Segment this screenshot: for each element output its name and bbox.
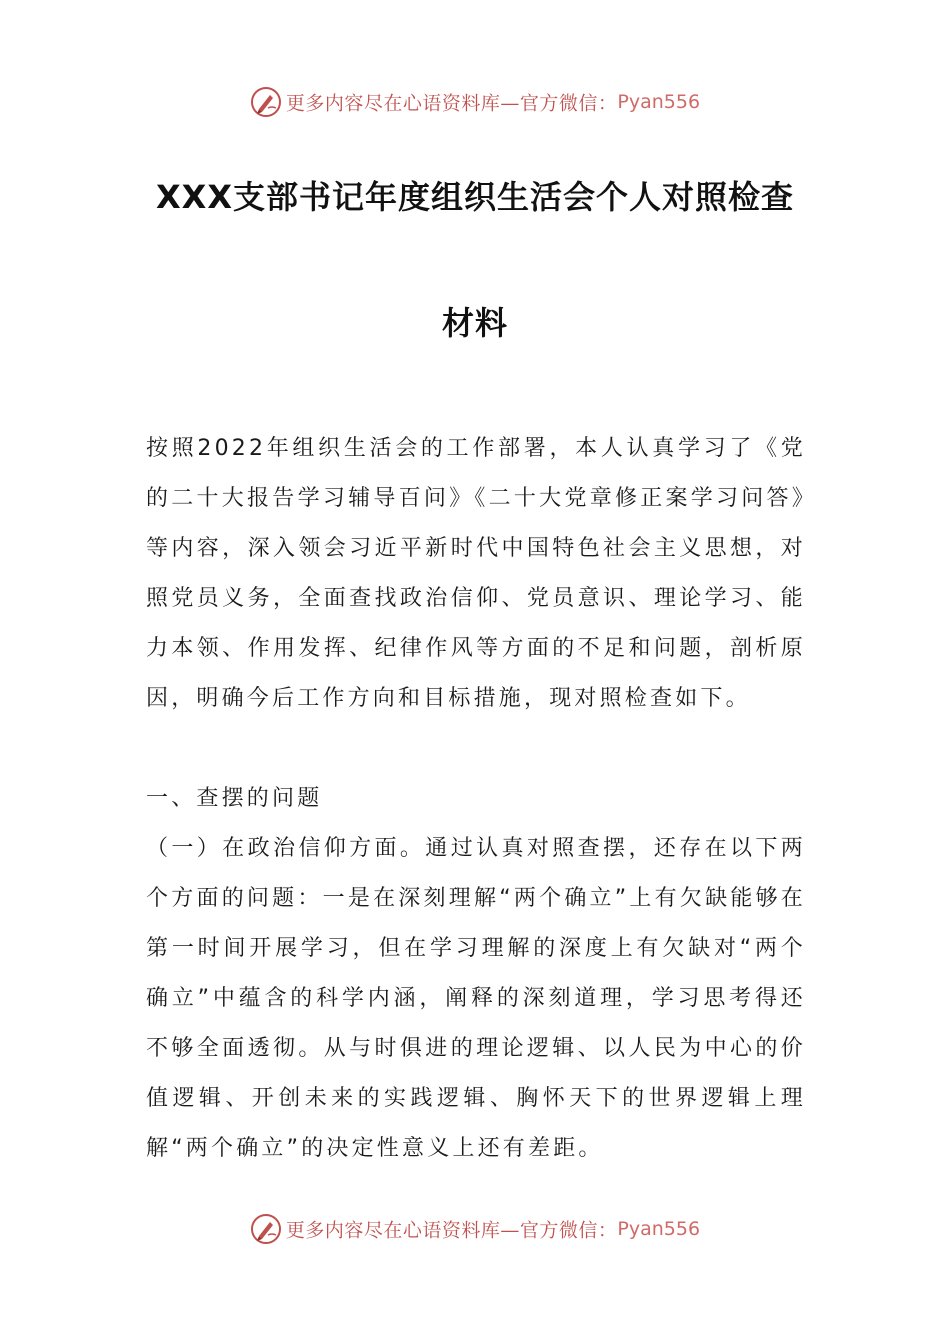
header-watermark: [0, 86, 950, 118]
pen-logo-icon: [250, 1213, 282, 1245]
footer-watermark: [0, 1213, 950, 1245]
pen-logo-icon: [250, 86, 282, 118]
section-heading-text: 一、查摆的问题: [146, 786, 323, 811]
watermark-text: 更多内容尽在心语资料库—官方微信：: [285, 92, 618, 115]
intro-paragraph: [146, 424, 806, 724]
document-title-line1: XXX支部书记年度组织生活会个人对照检查: [155, 178, 795, 216]
political-belief-paragraph-text: （一）在政治信仰方面。通过认真对照查摆，还存在以下两个方面的问题：一是在深刻理解“两个确立”上有欠缺能够在第一时间开展学习，但在学习理解的深度上有欠缺对“两个确立”中蕴含的科学内涵，阐释的深刻道理，学习思考得还不够全面透彻。从与时俱进的理论逻辑、以人民为中心的价值逻辑、开创未来的实践逻辑、胸怀天下的世界逻辑上理解“两个确立”的决定性意义上还有差距。: [146, 836, 806, 1161]
document-title-line2: 材料: [441, 304, 508, 342]
watermark-contact: Pyan556: [617, 91, 701, 113]
section-heading: [146, 774, 806, 824]
watermark-contact: Pyan556: [617, 1218, 701, 1240]
watermark-text: 更多内容尽在心语资料库—官方微信：: [285, 1219, 618, 1242]
political-belief-paragraph: [146, 824, 806, 1174]
intro-paragraph-text: 按照2022年组织生活会的工作部署，本人认真学习了《党的二十大报告学习辅导百问》《二十大党章修正案学习问答》等内容，深入领会习近平新时代中国特色社会主义思想，对照党员义务，全面查找政治信仰、党员意识、理论学习、能力本领、作用发挥、纪律作风等方面的不足和问题，剖析原因，明确今后工作方向和目标措施，现对照检查如下。: [146, 436, 806, 711]
